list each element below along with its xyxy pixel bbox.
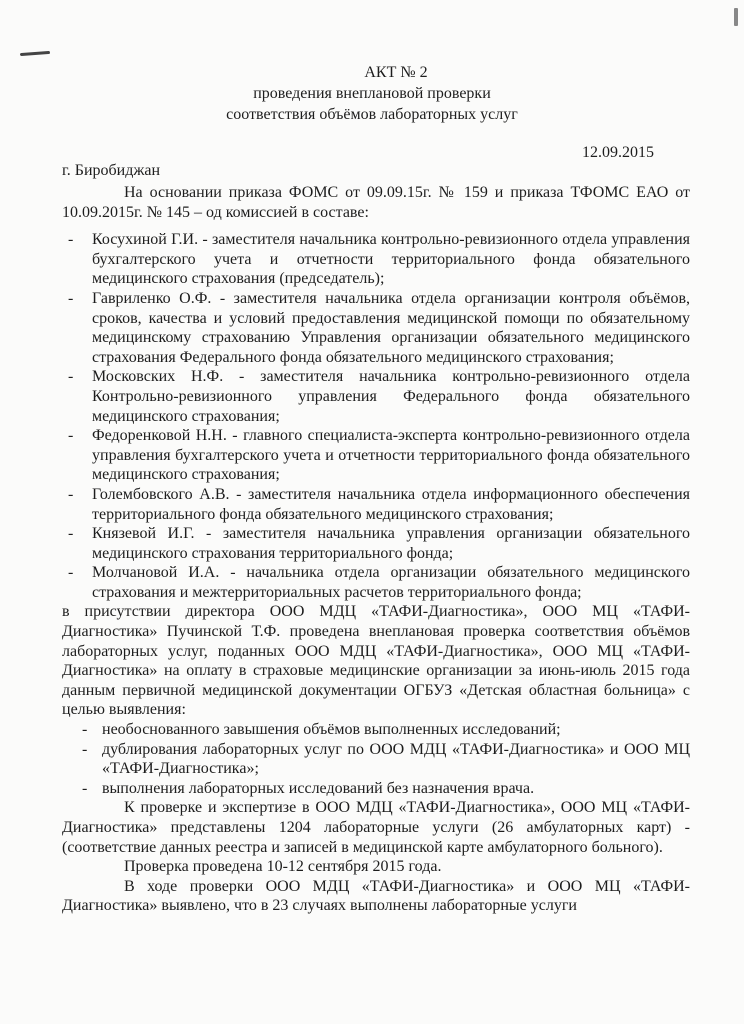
goal-item: - выполнения лабораторных исследований без назначения врача. <box>62 779 690 799</box>
member-item: - Гавриленко О.Ф. - заместителя начальника отдела организации контроля объёмов, сроков, качества и условий предоставления медицинской помощи по обязательному медицинскому страхованию Управления организации обязательного медицинского страхования Федерального фонда обязательного медицинского страхования; <box>62 289 690 367</box>
member-item: - Князевой И.Г. - заместителя начальника управления организации обязательного медицинского страхования территориального фонда; <box>62 524 690 563</box>
period-paragraph: Проверка проведена 10-12 сентября 2015 года. <box>124 858 442 876</box>
commission-members-list <box>62 230 690 602</box>
act-subtitle-line-2: соответствия объёмов лабораторных услуг <box>226 106 518 123</box>
member-item: - Косухиной Г.И. - заместителя начальника контрольно-ревизионного отдела управления бухгалтерского учета и отчетности территориального фонда обязательного медицинского страхования (председатель); <box>62 230 690 289</box>
act-subtitle-line-1: проведения внеплановой проверки <box>253 85 491 102</box>
member-item: - Московских Н.Ф. - заместителя начальника контрольно-ревизионного отдела Контрольно-ревизионного управления Федерального фонда обязательного медицинского страхования; <box>62 367 690 426</box>
presence-paragraph: в присутствии директора ООО МДЦ «ТАФИ-Диагностика», ООО МЦ «ТАФИ-Диагностика» Пучинской Т.Ф. проведена внеплановая проверка соответствия объёмов лабораторных услуг, поданных ООО МДЦ «ТАФИ-Диагностика», ООО МЦ «ТАФИ-Диагностика» на оплату в страховые медицинские организации за июнь-июль 2015 года данным первичной медицинской документации ОГБУЗ «Детская областная больница» с целью выявления: <box>62 603 690 719</box>
member-item: - Голембовского А.В. - заместителя начальника отдела информационного обеспечения территориального фонда обязательного медицинского страхования; <box>62 485 690 524</box>
expertise-paragraph: К проверке и экспертизе в ООО МДЦ «ТАФИ-Диагностика», ООО МЦ «ТАФИ-Диагностика» представлены 1204 лабораторные услуги (26 амбулаторных карт) - (соответствие данных реестра и записей в медицинской карте амбулаторного больного). <box>62 799 690 856</box>
scan-mark <box>20 51 50 56</box>
document-date: 12.09.2015 <box>582 144 654 161</box>
intro-paragraph: На основании приказа ФОМС от 09.09.15г. № 159 и приказа ТФОМС ЕАО от 10.09.2015г. № 145 – од комиссией в составе: <box>62 184 690 221</box>
scan-edge-mark <box>734 8 738 26</box>
goal-item: - дублирования лабораторных услуг по ООО МДЦ «ТАФИ-Диагностика» и ООО МЦ «ТАФИ-Диагностика»; <box>62 740 690 779</box>
member-item: - Молчановой И.А. - начальника отдела организации обязательного медицинского страхования и межтерриториальных расчетов территориального фонда; <box>62 563 690 602</box>
goal-item: - необоснованного завышения объёмов выполненных исследований; <box>62 720 690 740</box>
findings-paragraph: В ходе проверки ООО МДЦ «ТАФИ-Диагностика» и ООО МЦ «ТАФИ-Диагностика» выявлено, что в 23 случаях выполнены лабораторные услуги <box>62 877 690 915</box>
document-city: г. Биробиджан <box>62 162 161 179</box>
document-body <box>62 183 690 916</box>
document-header <box>0 62 744 125</box>
goals-list <box>62 720 690 798</box>
member-item: - Федоренковой Н.Н. - главного специалиста-эксперта контрольно-ревизионного отдела управления бухгалтерского учета и отчетности территориального фонда обязательного медицинского страхования; <box>62 426 690 485</box>
act-title: АКТ № 2 <box>364 64 428 81</box>
